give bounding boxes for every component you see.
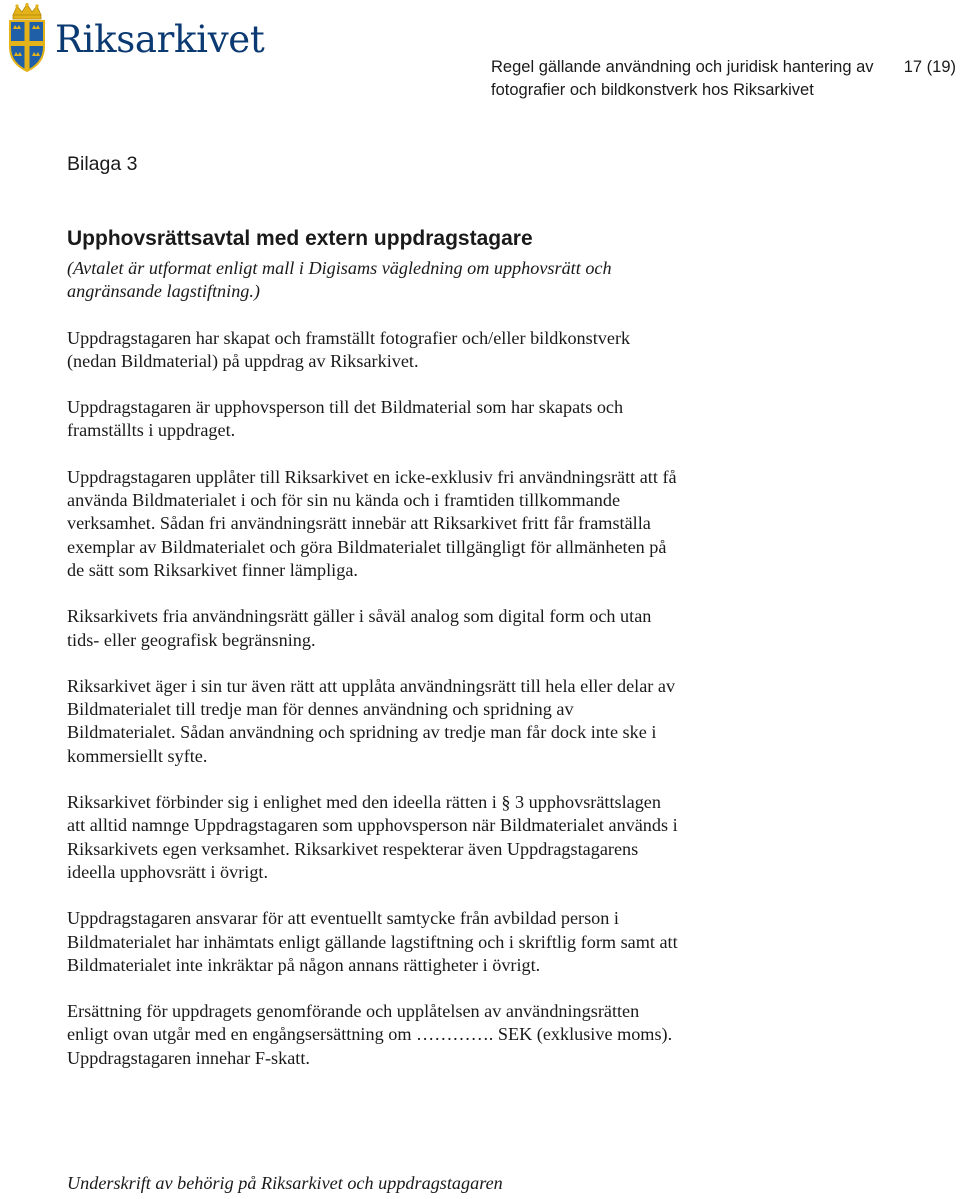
- header-title-line: Regel gällande användning och juridisk hantering av: [491, 58, 874, 76]
- paragraph-line: Uppdragstagaren upplåter till Riksarkivet en icke-exklusiv fri användningsrätt att få: [67, 466, 677, 487]
- body-paragraph: [67, 675, 787, 768]
- paragraph-line: Riksarkivet äger i sin tur även rätt att upplåta användningsrätt till hela eller delar av: [67, 675, 676, 696]
- paragraph-line: Riksarkivets egen verksamhet. Riksarkivet respekterar även Uppdragstagarens: [67, 838, 639, 859]
- paragraph-line: Riksarkivet förbinder sig i enlighet med den ideella rätten i § 3 upphovsrättslagen: [67, 792, 661, 813]
- body-paragraph: [67, 396, 787, 443]
- body-paragraph: [67, 791, 787, 884]
- body-paragraph: [67, 327, 787, 374]
- paragraph-line: Bildmaterialet till tredje man för dennes användning och spridning av: [67, 699, 574, 720]
- paragraph-line: Ersättning för uppdragets genomförande och upplåtelsen av användningsrätten: [67, 1001, 640, 1022]
- paragraph-line: exemplar av Bildmaterialet och göra Bildmaterialet tillgängligt för allmänheten på: [67, 536, 667, 557]
- document-body: [67, 257, 787, 1093]
- document-header-title: [491, 56, 874, 102]
- document-heading: Upphovsrättsavtal med extern uppdragstagare: [67, 227, 533, 250]
- paragraph-line: enligt ovan utgår med en engångsersättning om …………. SEK (exklusive moms).: [67, 1024, 673, 1045]
- annex-label: Bilaga 3: [67, 153, 138, 175]
- paragraph-line: Bildmaterialet inte inkräktar på någon annans rättigheter i övrigt.: [67, 954, 541, 975]
- body-paragraph: [67, 605, 787, 652]
- paragraph-line: (nedan Bildmaterial) på uppdrag av Riksarkivet.: [67, 350, 419, 371]
- paragraph-line: Uppdragstagaren innehar F-skatt.: [67, 1047, 310, 1068]
- paragraph-line: kommersiellt syfte.: [67, 745, 208, 766]
- header-title-line: fotografier och bildkonstverk hos Riksarkivet: [491, 81, 814, 99]
- body-paragraph: [67, 1000, 787, 1070]
- body-paragraph: [67, 907, 787, 977]
- paragraph-line: framställts i uppdraget.: [67, 420, 236, 441]
- paragraph-line: (Avtalet är utformat enligt mall i Digisams vägledning om upphovsrätt och: [67, 258, 612, 278]
- paragraph-line: använda Bildmaterialet i och för sin nu kända och i framtiden tillkommande: [67, 490, 621, 511]
- signature-line: Underskrift av behörig på Riksarkivet och uppdragstagaren: [67, 1173, 503, 1193]
- paragraph-line: Bildmaterialet har inhämtats enligt gällande lagstiftning och i skriftlig form samt att: [67, 931, 678, 952]
- paragraph-line: angränsande lagstiftning.): [67, 281, 260, 302]
- riksarkivet-logo: [5, 2, 264, 74]
- logo-wordmark: Riksarkivet: [55, 17, 265, 61]
- paragraph-line: tids- eller geografisk begränsning.: [67, 629, 316, 650]
- page-number: 17 (19): [903, 58, 956, 76]
- paragraph-line: Uppdragstagaren har skapat och framställt fotografier och/eller bildkonstverk: [67, 327, 631, 348]
- paragraph-line: Bildmaterialet. Sådan användning och spridning av tredje man får dock inte ske i: [67, 722, 657, 743]
- coat-of-arms-icon: [5, 3, 49, 73]
- template-note-paragraph: [67, 257, 787, 304]
- paragraph-line: Riksarkivets fria användningsrätt gäller i såväl analog som digital form och utan: [67, 606, 652, 627]
- paragraph-line: att alltid namnge Uppdragstagaren som upphovsperson när Bildmaterialet används i: [67, 815, 678, 836]
- paragraph-line: ideella upphovsrätt i övrigt.: [67, 861, 269, 882]
- body-paragraph: [67, 466, 787, 582]
- paragraph-line: Uppdragstagaren ansvarar för att eventuellt samtycke från avbildad person i: [67, 908, 619, 929]
- paragraph-line: Uppdragstagaren är upphovsperson till det Bildmaterial som har skapats och: [67, 397, 624, 418]
- paragraph-line: de sätt som Riksarkivet finner lämpliga.: [67, 559, 358, 580]
- paragraph-line: verksamhet. Sådan fri användningsrätt innebär att Riksarkivet fritt får framställa: [67, 513, 651, 534]
